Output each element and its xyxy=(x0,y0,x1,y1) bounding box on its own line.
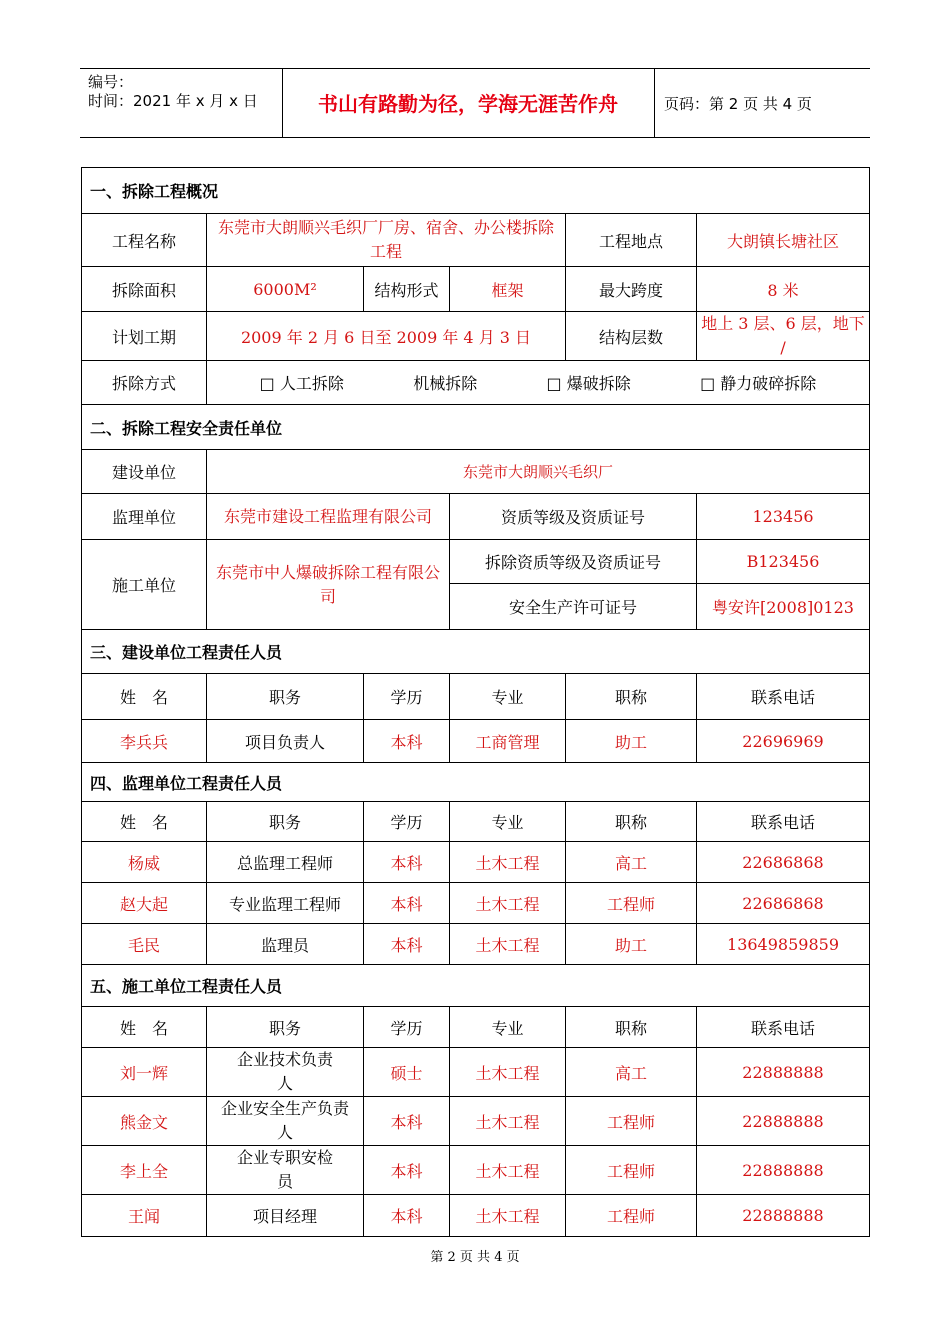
construction-unit-value: 东莞市大朗顺兴毛织厂 xyxy=(207,450,870,494)
person-major: 土木工程 xyxy=(450,1097,566,1146)
project-name-value: 东莞市大朗顺兴毛织厂厂房、宿舍、办公楼拆除工程 xyxy=(207,214,566,267)
column-header: 职称 xyxy=(566,1007,697,1048)
demolition-area-label: 拆除面积 xyxy=(82,267,207,312)
table-header-row xyxy=(82,674,870,720)
person-title: 工程师 xyxy=(566,1097,697,1146)
person-name: 王闻 xyxy=(82,1195,207,1237)
person-name: 杨威 xyxy=(82,842,207,883)
person-position: 企业技术负责人 xyxy=(207,1048,364,1097)
person-position: 总监理工程师 xyxy=(207,842,364,883)
person-major: 土木工程 xyxy=(450,1048,566,1097)
person-phone: 22888888 xyxy=(697,1195,870,1237)
person-phone: 22888888 xyxy=(697,1097,870,1146)
person-title: 助工 xyxy=(566,720,697,763)
person-title: 工程师 xyxy=(566,1195,697,1237)
method-option-manual[interactable]: □ 人工拆除 xyxy=(259,374,344,393)
header-divider xyxy=(654,69,655,137)
column-header: 姓 名 xyxy=(82,674,207,720)
person-phone: 22686868 xyxy=(697,883,870,924)
person-title: 高工 xyxy=(566,842,697,883)
method-option-blasting[interactable]: □ 爆破拆除 xyxy=(546,374,631,393)
demolition-area-value: 6000M² xyxy=(207,267,364,312)
column-header: 联系电话 xyxy=(697,1007,870,1048)
method-option-static-crushing[interactable]: □ 静力破碎拆除 xyxy=(700,374,817,393)
person-education: 本科 xyxy=(364,1097,450,1146)
person-phone: 13649859859 xyxy=(697,924,870,965)
person-phone: 22686868 xyxy=(697,842,870,883)
column-header: 专业 xyxy=(450,1007,566,1048)
section-title: 三、建设单位工程责任人员 xyxy=(82,630,870,674)
person-position: 项目经理 xyxy=(207,1195,364,1237)
person-major: 土木工程 xyxy=(450,924,566,965)
table-row xyxy=(82,1195,870,1237)
column-header: 姓 名 xyxy=(82,802,207,842)
section-title: 一、拆除工程概况 xyxy=(82,168,870,214)
planned-period-value: 2009 年 2 月 6 日至 2009 年 4 月 3 日 xyxy=(207,312,566,361)
header-meta xyxy=(88,73,258,111)
table-row xyxy=(82,842,870,883)
column-header: 职称 xyxy=(566,802,697,842)
person-position: 专业监理工程师 xyxy=(207,883,364,924)
demolition-method-options xyxy=(207,361,870,405)
demolition-method-label: 拆除方式 xyxy=(82,361,207,405)
construction-unit-label: 建设单位 xyxy=(82,450,207,494)
section-title: 五、施工单位工程责任人员 xyxy=(82,965,870,1007)
document-number: 编号： xyxy=(88,73,134,91)
column-header: 姓 名 xyxy=(82,1007,207,1048)
column-header: 职务 xyxy=(207,674,364,720)
structure-floors-value: 地上 3 层、6 层，地下 / xyxy=(697,312,870,361)
table-row xyxy=(82,1097,870,1146)
supervision-qualification-label: 资质等级及资质证号 xyxy=(450,494,697,540)
header-motto: 书山有路勤为径，学海无涯苦作舟 xyxy=(318,92,618,116)
person-education: 本科 xyxy=(364,1146,450,1195)
structure-type-label: 结构形式 xyxy=(364,267,450,312)
supervision-unit-value: 东莞市建设工程监理有限公司 xyxy=(207,494,450,540)
person-education: 本科 xyxy=(364,720,450,763)
column-header: 专业 xyxy=(450,802,566,842)
column-header: 职称 xyxy=(566,674,697,720)
table-row xyxy=(82,924,870,965)
section-title: 二、拆除工程安全责任单位 xyxy=(82,405,870,450)
column-header: 职务 xyxy=(207,1007,364,1048)
person-major: 土木工程 xyxy=(450,1195,566,1237)
contractor-unit-label: 施工单位 xyxy=(82,540,207,630)
contractor-qualification-value: B123456 xyxy=(697,540,870,584)
method-option-mechanical[interactable]: 机械拆除 xyxy=(413,374,478,393)
person-phone: 22888888 xyxy=(697,1048,870,1097)
contractor-qualification-label: 拆除资质等级及资质证号 xyxy=(450,540,697,584)
supervision-qualification-value: 123456 xyxy=(697,494,870,540)
section-title: 四、监理单位工程责任人员 xyxy=(82,763,870,802)
column-header: 职务 xyxy=(207,802,364,842)
max-span-value: 8 米 xyxy=(697,267,870,312)
safety-permit-value: 粤安许[2008]0123 xyxy=(697,584,870,630)
column-header: 学历 xyxy=(364,1007,450,1048)
person-major: 土木工程 xyxy=(450,842,566,883)
column-header: 学历 xyxy=(364,802,450,842)
structure-type-value: 框架 xyxy=(450,267,566,312)
project-location-value: 大朗镇长塘社区 xyxy=(697,214,870,267)
table-row xyxy=(82,1048,870,1097)
demolition-form-table xyxy=(81,167,870,1237)
person-name: 刘一辉 xyxy=(82,1048,207,1097)
max-span-label: 最大跨度 xyxy=(566,267,697,312)
column-header: 联系电话 xyxy=(697,674,870,720)
person-major: 土木工程 xyxy=(450,883,566,924)
person-education: 本科 xyxy=(364,924,450,965)
table-row xyxy=(82,720,870,763)
table-header-row xyxy=(82,802,870,842)
project-location-label: 工程地点 xyxy=(566,214,697,267)
person-education: 本科 xyxy=(364,842,450,883)
person-position: 企业安全生产负责人 xyxy=(207,1097,364,1146)
person-position: 监理员 xyxy=(207,924,364,965)
person-phone: 22888888 xyxy=(697,1146,870,1195)
page-footer: 第 2 页 共 4 页 xyxy=(430,1250,520,1265)
person-title: 高工 xyxy=(566,1048,697,1097)
header-page-number: 页码：第 2 页 共 4 页 xyxy=(664,95,812,113)
column-header: 专业 xyxy=(450,674,566,720)
column-header: 学历 xyxy=(364,674,450,720)
person-major: 土木工程 xyxy=(450,1146,566,1195)
table-row xyxy=(82,883,870,924)
person-education: 本科 xyxy=(364,883,450,924)
table-row xyxy=(82,1146,870,1195)
contractor-unit-value: 东莞市中人爆破拆除工程有限公司 xyxy=(207,540,450,630)
person-major: 工商管理 xyxy=(450,720,566,763)
supervision-unit-label: 监理单位 xyxy=(82,494,207,540)
table-header-row xyxy=(82,1007,870,1048)
column-header: 联系电话 xyxy=(697,802,870,842)
person-education: 硕士 xyxy=(364,1048,450,1097)
page-header xyxy=(80,68,870,138)
structure-floors-label: 结构层数 xyxy=(566,312,697,361)
person-name: 李上全 xyxy=(82,1146,207,1195)
person-education: 本科 xyxy=(364,1195,450,1237)
person-name: 李兵兵 xyxy=(82,720,207,763)
person-position: 企业专职安检员 xyxy=(207,1146,364,1195)
person-phone: 22696969 xyxy=(697,720,870,763)
safety-permit-label: 安全生产许可证号 xyxy=(450,584,697,630)
person-title: 工程师 xyxy=(566,883,697,924)
person-position: 项目负责人 xyxy=(207,720,364,763)
document-time: 时间：2021 年 x 月 x 日 xyxy=(88,92,258,110)
person-name: 熊金文 xyxy=(82,1097,207,1146)
person-name: 毛民 xyxy=(82,924,207,965)
person-title: 助工 xyxy=(566,924,697,965)
planned-period-label: 计划工期 xyxy=(82,312,207,361)
person-title: 工程师 xyxy=(566,1146,697,1195)
person-name: 赵大起 xyxy=(82,883,207,924)
project-name-label: 工程名称 xyxy=(82,214,207,267)
